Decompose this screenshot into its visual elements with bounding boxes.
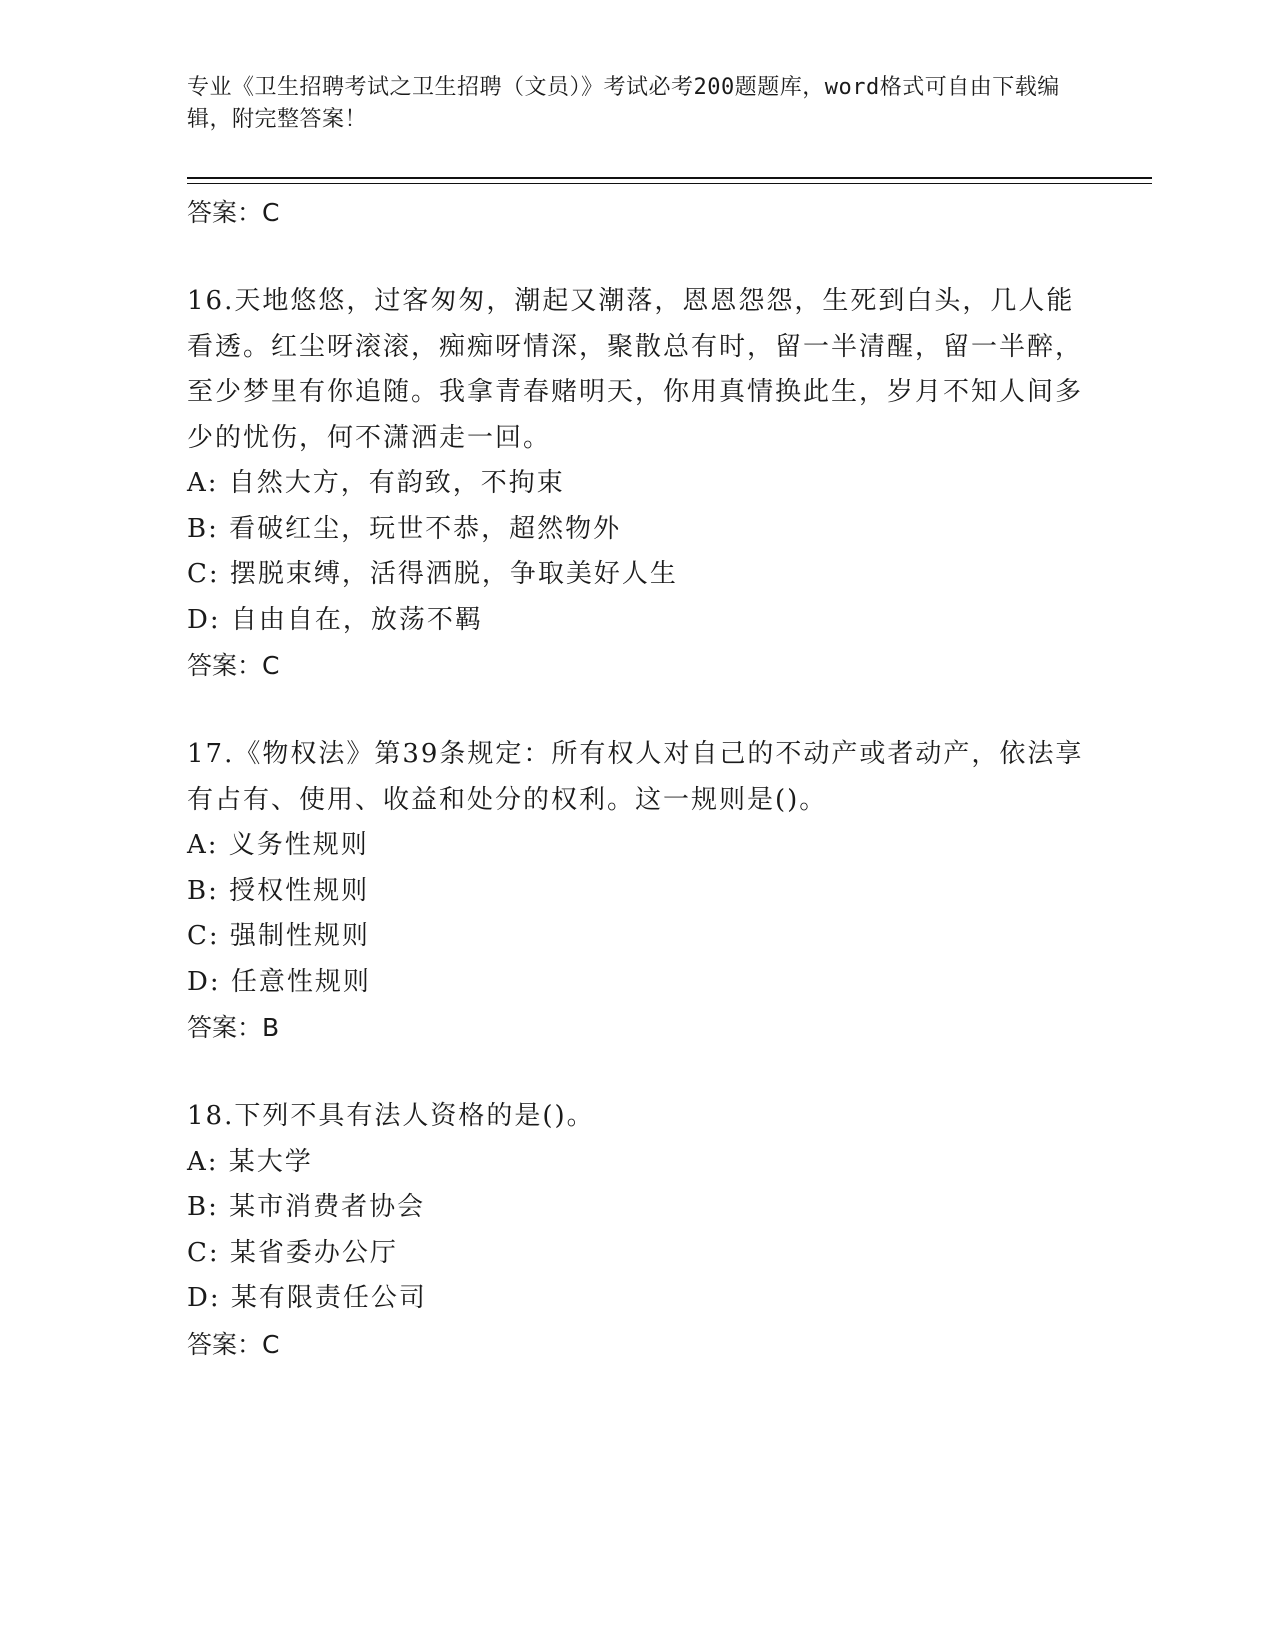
question-text: 17.《物权法》第39条规定：所有权人对自己的不动产或者动产，依法享有占有、使用、收益和处分的权利。这一规则是()。 (187, 739, 1084, 815)
option-a: A: 义务性规则 (187, 830, 369, 860)
question-16 (187, 279, 1087, 688)
option-d: D: 任意性规则 (187, 966, 371, 997)
answer-line: 答案：C (187, 198, 280, 227)
header-rule-thin (187, 183, 1152, 184)
question-text: 16.天地悠悠，过客匆匆，潮起又潮落，恩恩怨怨，生死到白头，几人能看透。红尘呀滚滚，痴痴呀情深，聚散总有时，留一半清醒，留一半醉，至少梦里有你追随。我拿青春赌明天，你用真情换此生，岁月不知人间多少的忧伤，何不潇洒走一回。 (187, 286, 1084, 453)
option-b: B: 某市消费者协会 (187, 1192, 426, 1222)
spacer (187, 235, 1087, 279)
question-text: 18.下列不具有法人资格的是()。 (187, 1101, 595, 1131)
option-b: B: 授权性规则 (187, 875, 370, 906)
answer-line: 答案：B (187, 1013, 280, 1042)
question-17 (187, 732, 1087, 1050)
document-header: 专业《卫生招聘考试之卫生招聘（文员）》考试必考200题题库，word格式可自由下载编辑，附完整答案！ (187, 75, 1060, 132)
spacer (187, 1050, 1087, 1094)
spacer (187, 688, 1087, 732)
question-18 (187, 1094, 1087, 1367)
option-b: B: 看破红尘，玩世不恭，超然物外 (187, 513, 622, 544)
option-a: A: 自然大方，有韵致，不拘束 (187, 468, 565, 498)
header-rule-thick (187, 177, 1152, 179)
option-d: D: 某有限责任公司 (187, 1283, 427, 1313)
option-a: A: 某大学 (187, 1146, 313, 1177)
answer-line: 答案：C (187, 651, 280, 680)
option-d: D: 自由自在，放荡不羁 (187, 604, 483, 635)
document-body (187, 190, 1087, 1367)
option-c: C: 摆脱束缚，活得洒脱，争取美好人生 (187, 559, 678, 589)
answer-line: 答案：C (187, 1329, 280, 1359)
option-c: C: 强制性规则 (187, 921, 370, 951)
option-c: C: 某省委办公厅 (187, 1237, 398, 1268)
